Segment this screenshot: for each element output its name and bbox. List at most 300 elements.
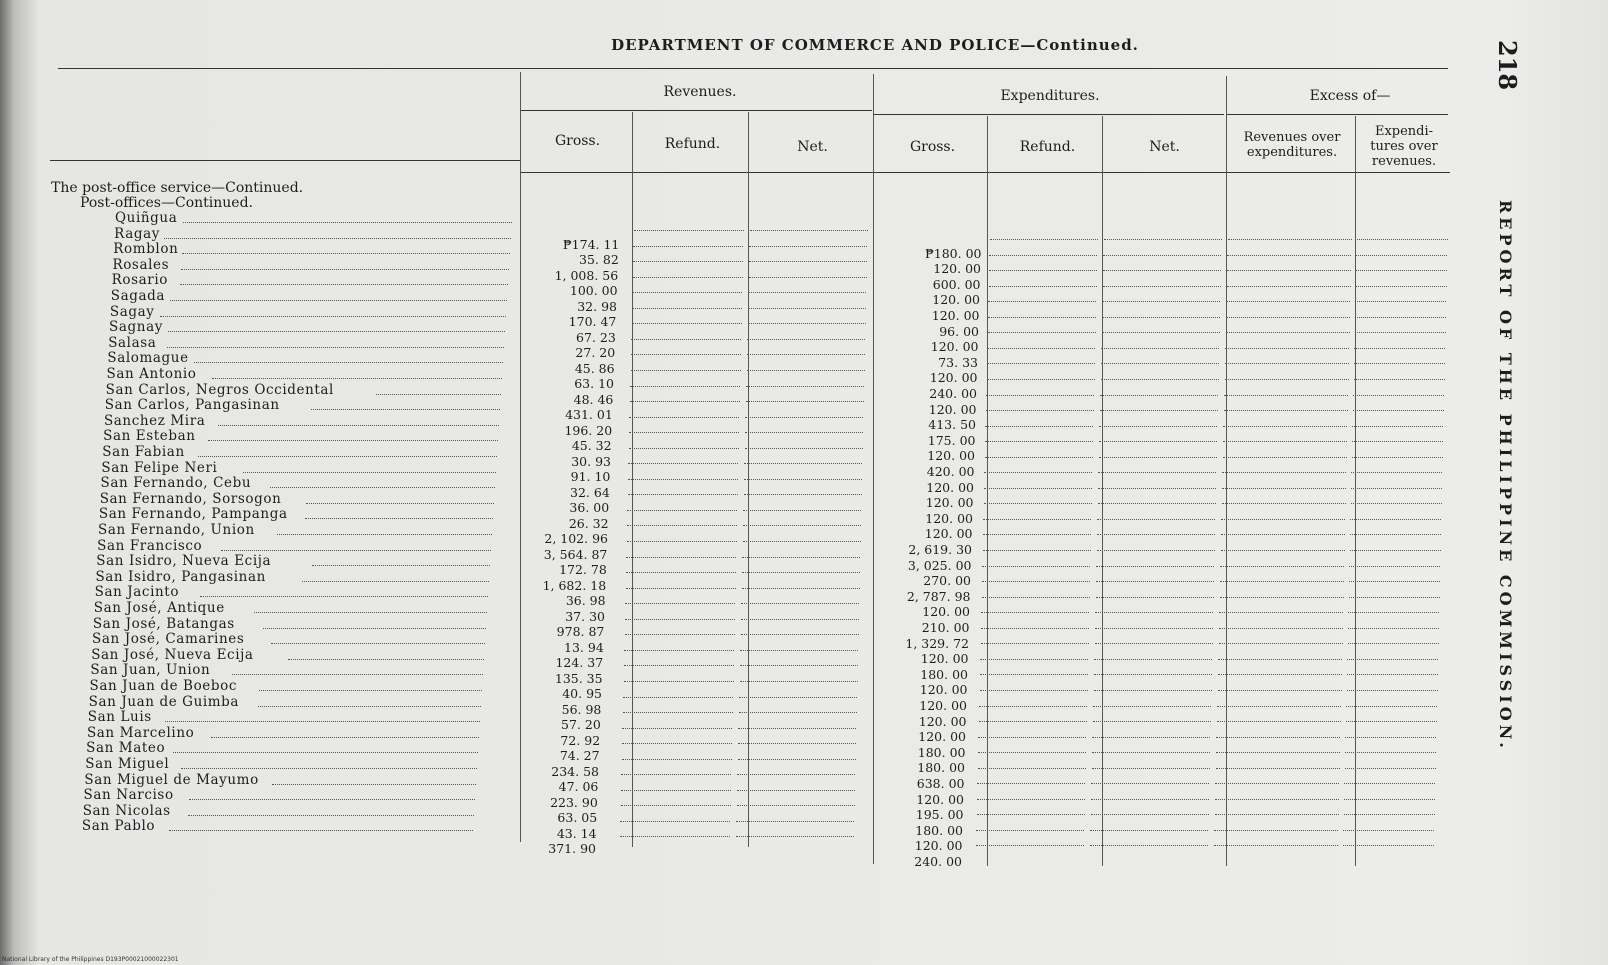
empty-cell-leader (627, 510, 737, 511)
empty-cell-leader (620, 836, 730, 837)
office-name: Salomague (107, 350, 189, 367)
revenue-gross: 40. 95 (562, 686, 602, 701)
empty-cell-leader (627, 525, 737, 526)
expenditure-gross: 120. 00 (925, 510, 973, 526)
dot-leader (194, 362, 503, 363)
empty-cell-leader (624, 650, 734, 651)
top-rule (58, 68, 1448, 69)
empty-cell-leader (1349, 581, 1440, 582)
empty-cell-leader (1102, 332, 1220, 333)
empty-cell-leader (1220, 566, 1344, 567)
empty-cell-leader (1091, 783, 1209, 784)
header-refund: Refund. (664, 136, 721, 152)
expenditure-gross: 120. 00 (922, 604, 970, 620)
dot-leader (232, 674, 483, 675)
empty-cell-leader (750, 230, 868, 231)
empty-cell-leader (621, 774, 731, 775)
empty-cell-leader (977, 783, 1085, 784)
empty-cell-leader (980, 659, 1088, 660)
empty-cell-leader (736, 821, 854, 822)
empty-cell-leader (982, 566, 1090, 567)
header-gross: Gross. (554, 133, 601, 149)
empty-cell-leader (621, 805, 731, 806)
empty-cell-leader (1101, 379, 1219, 380)
dot-leader (189, 799, 475, 800)
expenditure-gross: 120. 00 (932, 292, 980, 308)
expenditure-gross: 1, 329. 72 (905, 635, 969, 651)
empty-cell-leader (982, 597, 1090, 598)
empty-cell-leader (1357, 239, 1448, 240)
empty-cell-leader (634, 230, 744, 231)
empty-cell-leader (1098, 503, 1216, 504)
empty-cell-leader (1355, 301, 1446, 302)
empty-cell-leader (624, 681, 734, 682)
empty-cell-leader (1090, 845, 1208, 846)
empty-cell-leader (986, 410, 1094, 411)
empty-cell-leader (622, 728, 732, 729)
empty-cell-leader (1347, 659, 1438, 660)
dot-leader (272, 784, 476, 785)
empty-cell-leader (1219, 612, 1343, 613)
empty-cell-leader (625, 603, 735, 604)
empty-cell-leader (737, 774, 855, 775)
empty-cell-leader (1349, 597, 1440, 598)
empty-cell-leader (1222, 503, 1346, 504)
dot-leader (182, 253, 510, 254)
empty-cell-leader (1347, 690, 1438, 691)
expenditure-gross: 120. 00 (933, 261, 981, 277)
empty-cell-leader (983, 534, 1091, 535)
dot-leader (376, 394, 501, 395)
empty-cell-leader (1352, 441, 1443, 442)
revenue-gross: 196. 20 (564, 422, 613, 438)
empty-cell-leader (740, 665, 858, 666)
empty-cell-leader (1097, 550, 1215, 551)
empty-cell-leader (1094, 659, 1212, 660)
empty-cell-leader (739, 712, 857, 713)
empty-cell-leader (1215, 814, 1339, 815)
revenue-gross: 37. 30 (565, 608, 605, 624)
empty-cell-leader (749, 261, 867, 262)
empty-cell-leader (1222, 472, 1346, 473)
empty-cell-leader (985, 426, 1093, 427)
empty-cell-leader (620, 821, 730, 822)
dot-leader (181, 269, 509, 270)
empty-cell-leader (625, 619, 735, 620)
empty-cell-leader (1226, 301, 1350, 302)
empty-cell-leader (622, 743, 732, 744)
dot-leader (311, 409, 500, 410)
expenditure-gross: 180. 00 (917, 760, 965, 776)
expenditure-gross: 120. 00 (914, 838, 963, 854)
expenditure-gross: 120. 00 (928, 401, 977, 417)
dot-leader (243, 472, 496, 473)
empty-cell-leader (632, 308, 742, 309)
header-excess: Excess of— (1309, 88, 1391, 104)
empty-cell-leader (623, 712, 733, 713)
header-gross: Gross. (909, 139, 956, 155)
expenditure-gross: 638. 00 (916, 776, 965, 791)
empty-cell-leader (748, 323, 866, 324)
empty-cell-leader (631, 354, 741, 355)
empty-cell-leader (1094, 690, 1212, 691)
empty-cell-leader (1216, 752, 1340, 753)
office-name: San Carlos, Negros Occidental (105, 381, 334, 398)
header-expenditures-over: Expendi- tures over revenues. (1370, 124, 1438, 169)
revenue-gross: 63. 10 (574, 376, 614, 391)
empty-cell-leader (1218, 690, 1342, 691)
office-name: San Mateo (86, 740, 166, 757)
dot-leader (212, 378, 502, 379)
empty-cell-leader (983, 550, 1091, 551)
expenditure-gross: 120. 00 (919, 682, 968, 698)
empty-cell-leader (743, 510, 861, 511)
empty-cell-leader (626, 557, 736, 558)
empty-cell-leader (745, 432, 863, 433)
office-name: San Miguel de Mayumo (84, 771, 259, 788)
empty-cell-leader (984, 472, 1092, 473)
empty-cell-leader (633, 277, 743, 278)
empty-cell-leader (1348, 612, 1439, 613)
empty-cell-leader (1215, 783, 1339, 784)
empty-cell-leader (1091, 814, 1209, 815)
dot-leader (170, 300, 507, 301)
empty-cell-leader (1351, 488, 1442, 489)
office-name: San José, Antique (93, 600, 225, 616)
empty-cell-leader (628, 463, 738, 464)
empty-cell-leader (984, 503, 1092, 504)
col-divider (1226, 76, 1227, 866)
header-refund: Refund. (1019, 139, 1076, 155)
empty-cell-leader (1355, 332, 1446, 333)
office-name: Sagada (110, 288, 166, 304)
office-name: Ragay (114, 225, 160, 242)
empty-cell-leader (1093, 706, 1211, 707)
empty-cell-leader (1225, 348, 1349, 349)
empty-cell-leader (988, 301, 1096, 302)
office-name: San Jacinto (94, 584, 180, 601)
expenditure-gross: 600. 00 (932, 276, 981, 292)
revenue-gross: 30. 93 (571, 453, 611, 469)
expenditure-gross: 120. 00 (924, 526, 973, 542)
empty-cell-leader (1346, 721, 1437, 722)
empty-cell-leader (985, 457, 1093, 458)
empty-cell-leader (981, 628, 1089, 629)
empty-cell-leader (748, 308, 866, 309)
dot-leader (302, 581, 489, 582)
empty-cell-leader (1103, 270, 1221, 271)
dot-leader (200, 596, 488, 597)
empty-cell-leader (737, 790, 855, 791)
running-head (1493, 200, 1517, 752)
empty-cell-leader (1099, 457, 1217, 458)
expenditure-gross: 210. 00 (921, 620, 970, 635)
empty-cell-leader (989, 270, 1097, 271)
empty-cell-leader (739, 697, 857, 698)
empty-cell-leader (747, 339, 865, 340)
office-name: San Nicolas (82, 802, 171, 819)
footer-credit: National Library of the Philippines D193P00021000022301 (2, 956, 179, 963)
section-heading: The post-office service—Continued. (51, 180, 304, 196)
empty-cell-leader (746, 386, 864, 387)
empty-cell-leader (747, 354, 865, 355)
expenditure-gross: 120. 00 (925, 495, 974, 511)
dot-leader (198, 456, 497, 457)
empty-cell-leader (1221, 519, 1345, 520)
empty-cell-leader (1353, 410, 1444, 411)
empty-cell-leader (1354, 348, 1445, 349)
excess-rule (1226, 114, 1448, 115)
empty-cell-leader (1228, 239, 1352, 240)
office-name: San Pablo (81, 818, 156, 835)
empty-cell-leader (745, 417, 863, 418)
header-net: Net. (1149, 139, 1180, 155)
empty-cell-leader (628, 494, 738, 495)
expenditure-gross: 240. 00 (929, 386, 977, 401)
expenditure-gross: 120. 00 (927, 448, 975, 464)
empty-cell-leader (1214, 830, 1338, 831)
empty-cell-leader (632, 323, 742, 324)
revenue-gross: 63. 05 (557, 810, 598, 825)
expenditure-gross: 120. 00 (918, 713, 967, 729)
office-name: Romblon (113, 241, 179, 258)
expenditure-gross: 175. 00 (927, 432, 976, 448)
empty-cell-leader (621, 790, 731, 791)
empty-cell-leader (1221, 550, 1345, 551)
office-name: San Isidro, Nueva Ecija (96, 553, 272, 570)
empty-cell-leader (622, 759, 732, 760)
header-revenues: Revenues. (663, 84, 737, 100)
expenditure-gross: 96. 00 (939, 323, 979, 339)
empty-cell-leader (1092, 752, 1210, 753)
empty-cell-leader (742, 588, 860, 589)
office-name: San Fernando, Pampanga (98, 506, 288, 523)
empty-cell-leader (743, 541, 861, 542)
empty-cell-leader (1343, 830, 1434, 831)
revenue-gross: 3, 564. 87 (543, 546, 608, 562)
office-name: San Carlos, Pangasinan (104, 397, 280, 414)
expenditure-gross: 180. 00 (917, 744, 966, 760)
empty-cell-leader (1225, 379, 1349, 380)
revenue-gross: 223. 90 (550, 794, 598, 810)
empty-cell-leader (1350, 550, 1441, 551)
empty-cell-leader (633, 246, 743, 247)
revenue-gross: 371. 90 (548, 841, 596, 856)
empty-cell-leader (1096, 581, 1214, 582)
revenue-gross: 74. 27 (559, 748, 600, 763)
empty-cell-leader (989, 255, 1097, 256)
empty-cell-leader (1100, 410, 1218, 411)
empty-cell-leader (990, 239, 1098, 240)
running-head-text: REPORT OF THE PHILIPPINE COMMISSION. (1496, 200, 1515, 752)
empty-cell-leader (1221, 534, 1345, 535)
col-divider (987, 116, 988, 866)
empty-cell-leader (1226, 317, 1350, 318)
office-name: Sagnay (109, 319, 163, 336)
office-name: San Miguel (85, 756, 170, 772)
dot-leader (312, 565, 490, 566)
empty-cell-leader (986, 395, 1094, 396)
revenue-gross: 32. 98 (577, 298, 617, 314)
empty-cell-leader (1102, 301, 1220, 302)
empty-cell-leader (979, 721, 1087, 722)
empty-cell-leader (1097, 519, 1215, 520)
empty-cell-leader (1099, 426, 1217, 427)
expenditure-gross: 120. 00 (919, 698, 967, 713)
expenditure-gross: 180. 00 (915, 822, 963, 838)
dot-leader (306, 503, 494, 504)
expenditure-gross: 180. 00 (920, 666, 968, 682)
empty-cell-leader (742, 572, 860, 573)
expenditure-gross: 120. 00 (930, 339, 979, 355)
dot-leader (305, 518, 493, 519)
empty-cell-leader (1350, 519, 1441, 520)
dot-leader (277, 534, 492, 535)
empty-cell-leader (988, 317, 1096, 318)
revenue-gross: 45. 32 (571, 438, 612, 453)
empty-cell-leader (1227, 270, 1351, 271)
expenditure-gross: 120. 00 (926, 479, 974, 495)
empty-cell-leader (624, 665, 734, 666)
dot-leader (254, 612, 487, 613)
empty-cell-leader (1219, 628, 1343, 629)
revenue-gross: 1, 008. 56 (554, 267, 619, 283)
empty-cell-leader (1215, 799, 1339, 800)
expenditure-gross: 240. 00 (914, 854, 962, 869)
dot-leader (160, 316, 506, 317)
empty-cell-leader (629, 432, 739, 433)
dot-leader (167, 347, 504, 348)
empty-cell-leader (1349, 566, 1440, 567)
empty-cell-leader (633, 261, 743, 262)
empty-cell-leader (631, 339, 741, 340)
revenue-gross: 135. 35 (554, 670, 603, 686)
empty-cell-leader (976, 830, 1084, 831)
empty-cell-leader (1096, 566, 1214, 567)
revenue-gross: 35. 82 (579, 252, 619, 267)
empty-cell-leader (1227, 255, 1351, 256)
office-name: Sanchez Mira (103, 412, 206, 429)
empty-cell-leader (1214, 845, 1338, 846)
empty-cell-leader (1092, 768, 1210, 769)
expenditure-gross: 73. 33 (938, 354, 978, 370)
header-revenues-over: Revenues over expenditures. (1243, 130, 1341, 160)
expenditure-gross: 420. 00 (926, 464, 975, 479)
empty-cell-leader (979, 706, 1087, 707)
empty-cell-leader (1224, 395, 1348, 396)
expenditure-gross: 120. 00 (916, 791, 964, 807)
office-name: San Felipe Neri (101, 459, 218, 476)
empty-cell-leader (982, 581, 1090, 582)
empty-cell-leader (1218, 674, 1342, 675)
empty-cell-leader (1352, 426, 1443, 427)
empty-cell-leader (1101, 348, 1219, 349)
empty-cell-leader (623, 697, 733, 698)
empty-cell-leader (1091, 799, 1209, 800)
empty-cell-leader (1095, 612, 1213, 613)
dot-leader (271, 643, 485, 644)
revenue-gross: 1, 682. 18 (542, 577, 607, 593)
expenditure-gross: 2, 787. 98 (906, 588, 971, 604)
revenue-gross: 27. 20 (575, 345, 616, 360)
dot-leader (218, 425, 499, 426)
empty-cell-leader (978, 752, 1086, 753)
empty-cell-leader (1352, 457, 1443, 458)
dot-leader (221, 550, 491, 551)
dot-leader (258, 706, 481, 707)
empty-cell-leader (630, 401, 740, 402)
dot-leader (168, 331, 505, 332)
empty-cell-leader (746, 401, 864, 402)
empty-cell-leader (749, 246, 867, 247)
revenue-gross: ₱174. 11 (562, 236, 620, 252)
empty-cell-leader (1356, 286, 1447, 287)
stub-rule (50, 160, 520, 161)
empty-cell-leader (738, 759, 856, 760)
office-name: San Esteban (103, 428, 196, 445)
empty-cell-leader (1222, 488, 1346, 489)
empty-cell-leader (1223, 457, 1347, 458)
revenue-gross: 48. 46 (573, 391, 614, 407)
dot-leader (165, 721, 480, 722)
empty-cell-leader (1350, 534, 1441, 535)
empty-cell-leader (1101, 363, 1219, 364)
expenditure-gross: ₱180. 00 (924, 245, 982, 261)
empty-cell-leader (1354, 363, 1445, 364)
empty-cell-leader (978, 768, 1086, 769)
empty-cell-leader (738, 728, 856, 729)
expenditure-gross: 2, 619. 30 (908, 542, 972, 557)
empty-cell-leader (1223, 426, 1347, 427)
revenue-gross: 43. 14 (556, 825, 597, 841)
expenditures-rule (874, 114, 1224, 115)
empty-cell-leader (1090, 830, 1208, 831)
dot-leader (169, 830, 473, 831)
office-name: San Fernando, Cebu (100, 475, 252, 492)
office-name: San José, Camarines (92, 631, 245, 648)
empty-cell-leader (1100, 395, 1218, 396)
expenditure-gross: 120. 00 (920, 651, 969, 667)
revenue-gross: 26. 32 (568, 515, 609, 531)
office-name: San José, Batangas (92, 615, 235, 632)
empty-cell-leader (1220, 597, 1344, 598)
office-name: San Juan de Guimba (88, 693, 240, 710)
empty-cell-leader (977, 799, 1085, 800)
office-name: San Juan, Union (90, 662, 211, 679)
empty-cell-leader (1351, 472, 1442, 473)
empty-cell-leader (1103, 286, 1221, 287)
empty-cell-leader (983, 519, 1091, 520)
office-name: Salasa (108, 334, 157, 351)
header-net: Net. (797, 139, 828, 155)
empty-cell-leader (988, 332, 1096, 333)
empty-cell-leader (980, 674, 1088, 675)
dot-leader (181, 768, 477, 769)
empty-cell-leader (738, 743, 856, 744)
empty-cell-leader (740, 681, 858, 682)
dot-leader (211, 737, 479, 738)
dot-leader (173, 752, 478, 753)
empty-cell-leader (740, 650, 858, 651)
office-name: San Antonio (106, 366, 197, 382)
empty-cell-leader (981, 612, 1089, 613)
office-name: San Francisco (97, 537, 203, 554)
header-bottom-rule (520, 172, 1450, 173)
office-name: Sagay (109, 303, 155, 320)
office-name: San Fernando, Union (98, 522, 255, 538)
empty-cell-leader (1216, 768, 1340, 769)
empty-cell-leader (744, 479, 862, 480)
